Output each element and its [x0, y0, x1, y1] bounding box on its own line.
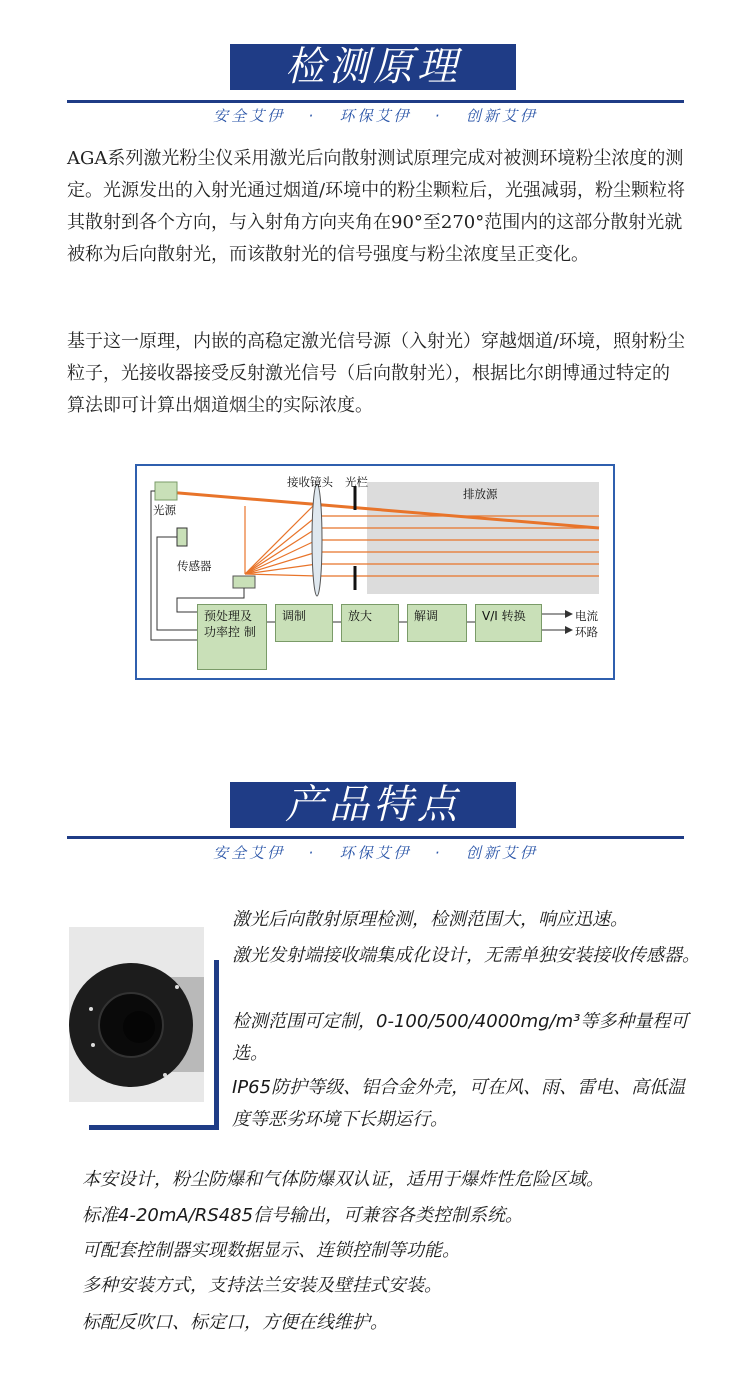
sensor-box	[177, 528, 187, 546]
feature-item: 可配套控制器实现数据显示、连锁控制等功能。	[82, 1240, 460, 1261]
feature-item: 标配反吹口、标定口，方便在线维护。	[82, 1312, 388, 1333]
vi-convert-box: V/I 转换	[475, 604, 542, 642]
sensor-label: 传感器	[177, 559, 212, 573]
receiving-lens	[312, 484, 322, 596]
lens-label: 接收镜头	[287, 475, 333, 489]
feature-item: IP65防护等级、铝合金外壳，可在风、雨、雷电、高低温度等恶劣环境下长期运行。	[232, 1077, 686, 1130]
section-title-features: 产品特点	[230, 782, 516, 828]
product-photo	[69, 927, 204, 1102]
section-slogan: 安全艾伊 · 环保艾伊 · 创新艾伊	[213, 844, 538, 862]
output-arrow-bottom	[565, 626, 573, 634]
output-label: 电流环路	[575, 609, 598, 639]
sensor-window	[123, 1011, 155, 1043]
feature-item: 标准4-20mA/RS485信号输出，可兼容各类控制系统。	[82, 1205, 524, 1226]
modulate-box: 调制	[275, 604, 333, 642]
receiver-box	[233, 576, 255, 588]
feature-item: 本安设计，粉尘防爆和气体防爆双认证，适用于爆炸性危险区域。	[82, 1169, 604, 1190]
section-divider	[67, 100, 684, 103]
feature-item: 多种安装方式，支持法兰安装及壁挂式安装。	[82, 1275, 442, 1296]
section-slogan: 安全艾伊 · 环保艾伊 · 创新艾伊	[213, 107, 538, 125]
demodulate-box: 解调	[407, 604, 467, 642]
light-source-box	[155, 482, 177, 500]
section-divider	[67, 836, 684, 839]
feature-item: 激光发射端接收端集成化设计，无需单独安装接收传感器。	[232, 945, 700, 966]
principle-diagram	[135, 464, 615, 680]
principle-paragraph-1: AGA系列激光粉尘仪采用激光后向散射测试原理完成对被测环境粉尘浓度的测定。光源发出的入射光通过烟道/环境中的粉尘颗粒后，光强减弱，粉尘颗粒将其散射到各个方向，与入射角方向夹角在90°至270°范围内的这部分散射光就被称为后向散射光，而该散射光的信号强度与粉尘浓度呈正变化。	[67, 148, 686, 265]
amplify-box: 放大	[341, 604, 399, 642]
emission-label: 排放源	[463, 487, 498, 501]
feature-item: 检测范围可定制，0-100/500/4000mg/m³等多种量程可选。	[232, 1011, 689, 1064]
section-title-principle: 检测原理	[230, 44, 516, 90]
output-arrow-top	[565, 610, 573, 618]
preprocess-box: 预处理及功率控 制	[197, 604, 267, 670]
grating-label: 光栏	[345, 475, 368, 489]
light-source-label: 光源	[153, 503, 176, 517]
product-image	[69, 927, 204, 1102]
feature-item: 激光后向散射原理检测，检测范围大，响应迅速。	[232, 909, 628, 930]
principle-paragraph-2: 基于这一原理，内嵌的高稳定激光信号源（入射光）穿越烟道/环境，照射粉尘粒子，光接收器接受反射激光信号（后向散射光），根据比尔朗博通过特定的算法即可计算出烟道烟尘的实际浓度。	[67, 331, 686, 416]
